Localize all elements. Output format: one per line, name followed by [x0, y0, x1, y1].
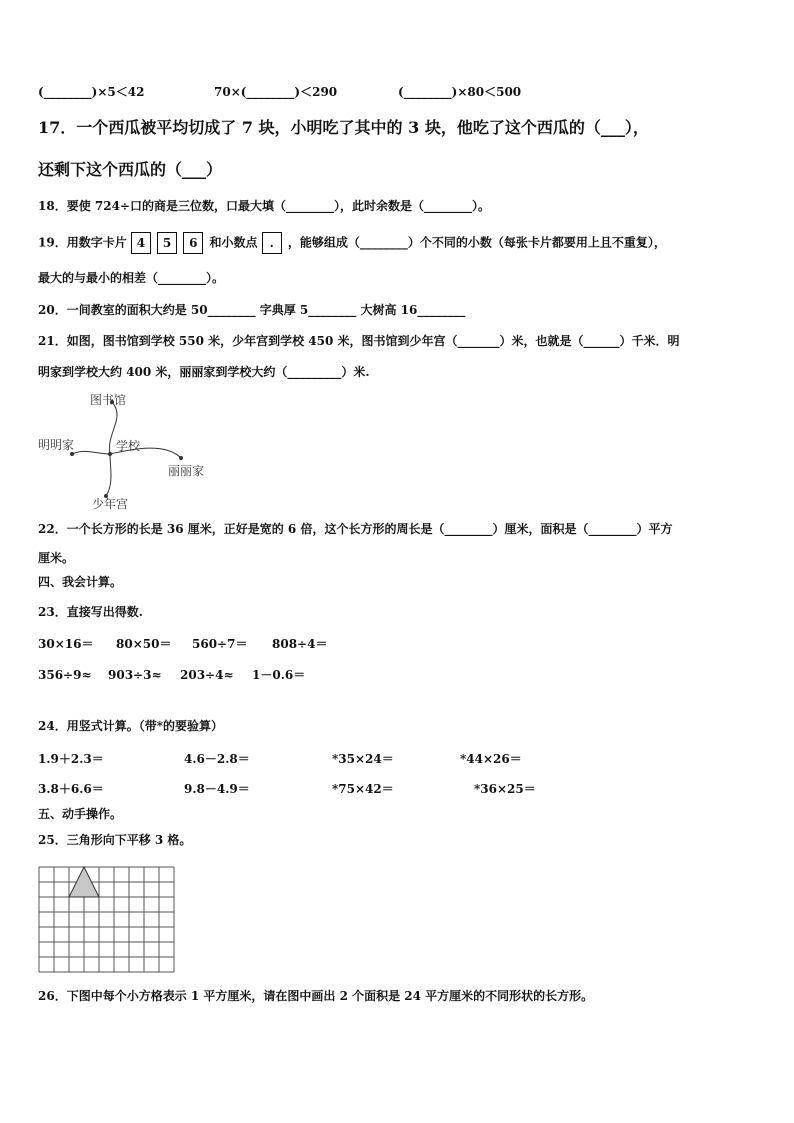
- q25-grid: [37, 865, 177, 973]
- map-label-library: 图书馆: [90, 393, 127, 407]
- q19-mid: 和小数点: [209, 235, 258, 250]
- school-dot: [108, 452, 112, 456]
- q23-r2-c3: 203÷4≈: [180, 668, 234, 682]
- q24-title: 24．用竖式计算。（带*的要验算）: [38, 719, 223, 733]
- q22-line2: 厘米。: [38, 551, 75, 565]
- top-expr-2: 70×(________)＜290: [214, 85, 338, 99]
- q24-r1-c3: *35×24＝: [332, 752, 394, 766]
- section-4-heading: 四、我会计算。: [38, 575, 123, 589]
- digit-card-6: 6: [183, 232, 203, 254]
- q24-r1-c1: 1.9＋2.3＝: [38, 752, 104, 766]
- q23-r2-c4: 1－0.6＝: [252, 668, 306, 682]
- map-label-lili: 丽丽家: [168, 464, 205, 478]
- q23-r1-c4: 808÷4＝: [272, 637, 328, 651]
- top-expr-1: (________)×5＜42: [38, 85, 145, 99]
- map-label-palace: 少年宫: [92, 497, 129, 511]
- q20: 20．一间教室的面积大约是 50________ 字典厚 5________ 大树高 16________: [38, 303, 466, 317]
- q23-r2-c1: 356÷9≈: [38, 668, 92, 682]
- q19-line1: [38, 232, 666, 254]
- lili-dot: [179, 456, 183, 460]
- road-school-palace: [106, 454, 111, 496]
- q21-line2: 明家到学校大约 400 米，丽丽家到学校大约（_________）米.: [38, 365, 370, 379]
- q17-line1: 17．一个西瓜被平均切成了 7 块，小明吃了其中的 3 块，他吃了这个西瓜的（___），: [38, 118, 649, 137]
- decimal-point-card: .: [262, 232, 282, 254]
- q24-r2-c1: 3.8＋6.6＝: [38, 782, 104, 796]
- q26: 26．下图中每个小方格表示 1 平方厘米，请在图中画出 2 个面积是 24 平方厘米的不同形状的长方形。: [38, 989, 594, 1003]
- q24-r1-c2: 4.6－2.8＝: [184, 752, 250, 766]
- q21-line1: 21．如图，图书馆到学校 550 米，少年宫到学校 450 米，图书馆到少年宫（_______）米，也就是（______）千米．明: [38, 334, 680, 348]
- q24-r2-c2: 9.8－4.9＝: [184, 782, 250, 796]
- q23-title: 23．直接写出得数.: [38, 605, 143, 619]
- q23-r1-c3: 560÷7＝: [192, 637, 248, 651]
- q24-r2-c3: *75×42＝: [332, 782, 394, 796]
- top-expr-3: (________)×80＜500: [398, 85, 522, 99]
- map-label-mingming: 明明家: [38, 438, 75, 452]
- q25-title: 25．三角形向下平移 3 格。: [38, 833, 192, 847]
- digit-card-4: 4: [131, 232, 151, 254]
- q18: 18．要使 724÷口的商是三位数，口最大填（________），此时余数是（________）。: [38, 199, 490, 213]
- q19-line2: 最大的与最小的相差（________）。: [38, 271, 225, 285]
- digit-card-5: 5: [157, 232, 177, 254]
- q24-r1-c4: *44×26＝: [460, 752, 522, 766]
- q23-r2-c2: 903÷3≈: [108, 668, 162, 682]
- road-mingming-school: [72, 451, 110, 454]
- q24-r2-c4: *36×25＝: [474, 782, 536, 796]
- section-5-heading: 五、动手操作。: [38, 807, 123, 821]
- q23-r1-c2: 80×50＝: [116, 637, 172, 651]
- q23-r1-c1: 30×16＝: [38, 637, 94, 651]
- map-label-school: 学校: [116, 439, 141, 453]
- q17-line2: 还剩下这个西瓜的（___）: [38, 160, 223, 179]
- q19-prefix: 19．用数字卡片: [38, 235, 127, 250]
- q19-suffix: ，能够组成（________）个不同的小数（每张卡片都要用上且不重复），: [287, 235, 666, 250]
- q22-line1: 22．一个长方形的长是 36 厘米，正好是宽的 6 倍，这个长方形的周长是（________）厘米，面积是（________）平方: [38, 522, 673, 536]
